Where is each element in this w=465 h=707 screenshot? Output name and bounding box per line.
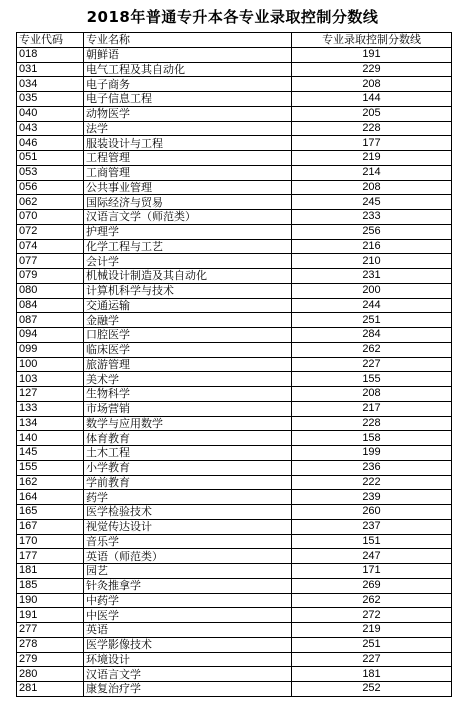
major-name: 针灸推拿学 [84,578,292,593]
cutoff-score: 272 [292,608,452,623]
table-row [17,490,452,505]
table-row [17,357,452,372]
major-name: 交通运输 [84,298,292,313]
major-code: 080 [17,283,84,298]
table-row [17,564,452,579]
cutoff-score: 155 [292,372,452,387]
table-row [17,92,452,107]
table-row [17,342,452,357]
major-code: 099 [17,342,84,357]
major-name: 计算机科学与技术 [84,283,292,298]
cutoff-score: 199 [292,446,452,461]
table-row [17,682,452,697]
major-name: 会计学 [84,254,292,269]
major-name: 工商管理 [84,165,292,180]
table-row [17,313,452,328]
major-code: 035 [17,92,84,107]
major-name: 土木工程 [84,446,292,461]
major-code: 162 [17,475,84,490]
table-row [17,62,452,77]
cutoff-score: 216 [292,239,452,254]
table-row [17,210,452,225]
header-name: 专业名称 [84,33,292,48]
major-name: 国际经济与贸易 [84,195,292,210]
major-code: 031 [17,62,84,77]
table-row [17,460,452,475]
major-name: 市场营销 [84,401,292,416]
major-code: 281 [17,682,84,697]
header-score: 专业录取控制分数线 [292,33,452,48]
major-code: 053 [17,165,84,180]
table-row [17,446,452,461]
major-name: 护理学 [84,224,292,239]
major-code: 084 [17,298,84,313]
table-row [17,180,452,195]
major-name: 音乐学 [84,534,292,549]
major-name: 电子商务 [84,77,292,92]
major-name: 医学影像技术 [84,637,292,652]
major-code: 190 [17,593,84,608]
major-name: 金融学 [84,313,292,328]
cutoff-score: 228 [292,416,452,431]
table-row [17,608,452,623]
major-code: 134 [17,416,84,431]
major-code: 127 [17,387,84,402]
cutoff-score: 233 [292,210,452,225]
table-row [17,637,452,652]
cutoff-score: 262 [292,593,452,608]
major-code: 094 [17,328,84,343]
table-row [17,431,452,446]
cutoff-score: 227 [292,652,452,667]
major-code: 034 [17,77,84,92]
major-name: 视觉传达设计 [84,519,292,534]
major-name: 药学 [84,490,292,505]
table-row [17,593,452,608]
cutoff-score: 229 [292,62,452,77]
cutoff-score: 262 [292,342,452,357]
major-code: 165 [17,505,84,520]
table-row [17,652,452,667]
cutoff-score: 245 [292,195,452,210]
major-name: 动物医学 [84,106,292,121]
major-code: 177 [17,549,84,564]
table-row [17,298,452,313]
table-row [17,106,452,121]
major-code: 155 [17,460,84,475]
major-code: 077 [17,254,84,269]
cutoff-score: 144 [292,92,452,107]
cutoff-score: 214 [292,165,452,180]
cutoff-score: 219 [292,151,452,166]
cutoff-score: 158 [292,431,452,446]
cutoff-score: 191 [292,47,452,62]
major-name: 口腔医学 [84,328,292,343]
cutoff-score: 208 [292,387,452,402]
major-code: 074 [17,239,84,254]
major-code: 087 [17,313,84,328]
major-name: 体育教育 [84,431,292,446]
cutoff-score: 244 [292,298,452,313]
cutoff-score: 231 [292,269,452,284]
major-code: 046 [17,136,84,151]
table-header-row [17,33,452,48]
table-row [17,534,452,549]
cutoff-score: 222 [292,475,452,490]
major-name: 康复治疗学 [84,682,292,697]
cutoff-score: 177 [292,136,452,151]
table-row [17,578,452,593]
page-title: 2018年普通专升本各专业录取控制分数线 [86,8,379,26]
table-body [17,47,452,696]
table-row [17,667,452,682]
cutoff-score: 284 [292,328,452,343]
major-name: 化学工程与工艺 [84,239,292,254]
cutoff-score: 227 [292,357,452,372]
major-name: 中药学 [84,593,292,608]
major-name: 学前教育 [84,475,292,490]
major-code: 164 [17,490,84,505]
cutoff-score: 208 [292,180,452,195]
cutoff-score: 237 [292,519,452,534]
major-code: 079 [17,269,84,284]
major-code: 145 [17,446,84,461]
major-name: 工程管理 [84,151,292,166]
score-table [16,32,452,697]
table-row [17,519,452,534]
cutoff-score: 151 [292,534,452,549]
table-row [17,387,452,402]
table-row [17,372,452,387]
major-name: 美术学 [84,372,292,387]
table-row [17,77,452,92]
major-name: 服装设计与工程 [84,136,292,151]
major-name: 朝鲜语 [84,47,292,62]
table-row [17,195,452,210]
major-name: 旅游管理 [84,357,292,372]
major-name: 园艺 [84,564,292,579]
major-code: 133 [17,401,84,416]
major-name: 环境设计 [84,652,292,667]
header-code: 专业代码 [17,33,84,48]
major-code: 280 [17,667,84,682]
major-code: 170 [17,534,84,549]
major-code: 018 [17,47,84,62]
major-name: 临床医学 [84,342,292,357]
cutoff-score: 205 [292,106,452,121]
major-name: 法学 [84,121,292,136]
table-row [17,47,452,62]
major-name: 电子信息工程 [84,92,292,107]
cutoff-score: 217 [292,401,452,416]
table-row [17,239,452,254]
cutoff-score: 256 [292,224,452,239]
major-code: 185 [17,578,84,593]
cutoff-score: 208 [292,77,452,92]
major-name: 数学与应用数学 [84,416,292,431]
cutoff-score: 252 [292,682,452,697]
table-row [17,328,452,343]
cutoff-score: 171 [292,564,452,579]
major-code: 072 [17,224,84,239]
major-code: 043 [17,121,84,136]
major-name: 英语 [84,623,292,638]
major-name: 中医学 [84,608,292,623]
table-row [17,283,452,298]
major-code: 278 [17,637,84,652]
major-name: 汉语言文学 [84,667,292,682]
major-code: 070 [17,210,84,225]
table-row [17,165,452,180]
cutoff-score: 247 [292,549,452,564]
major-name: 英语（师范类） [84,549,292,564]
cutoff-score: 200 [292,283,452,298]
major-name: 汉语言文学（师范类） [84,210,292,225]
table-row [17,623,452,638]
table-row [17,401,452,416]
major-code: 100 [17,357,84,372]
major-code: 279 [17,652,84,667]
major-name: 公共事业管理 [84,180,292,195]
major-name: 医学检验技术 [84,505,292,520]
cutoff-score: 269 [292,578,452,593]
major-code: 140 [17,431,84,446]
major-code: 167 [17,519,84,534]
table-row [17,224,452,239]
major-code: 181 [17,564,84,579]
table-row [17,416,452,431]
cutoff-score: 239 [292,490,452,505]
cutoff-score: 228 [292,121,452,136]
major-name: 小学教育 [84,460,292,475]
table-row [17,269,452,284]
major-code: 191 [17,608,84,623]
table-row [17,505,452,520]
cutoff-score: 219 [292,623,452,638]
cutoff-score: 260 [292,505,452,520]
cutoff-score: 181 [292,667,452,682]
major-code: 040 [17,106,84,121]
major-code: 056 [17,180,84,195]
major-name: 机械设计制造及其自动化 [84,269,292,284]
table-row [17,151,452,166]
table-row [17,475,452,490]
table-row [17,254,452,269]
cutoff-score: 236 [292,460,452,475]
table-row [17,136,452,151]
major-code: 277 [17,623,84,638]
major-name: 电气工程及其自动化 [84,62,292,77]
cutoff-score: 210 [292,254,452,269]
cutoff-score: 251 [292,637,452,652]
table-row [17,549,452,564]
table-row [17,121,452,136]
major-code: 062 [17,195,84,210]
cutoff-score: 251 [292,313,452,328]
major-name: 生物科学 [84,387,292,402]
major-code: 103 [17,372,84,387]
major-code: 051 [17,151,84,166]
